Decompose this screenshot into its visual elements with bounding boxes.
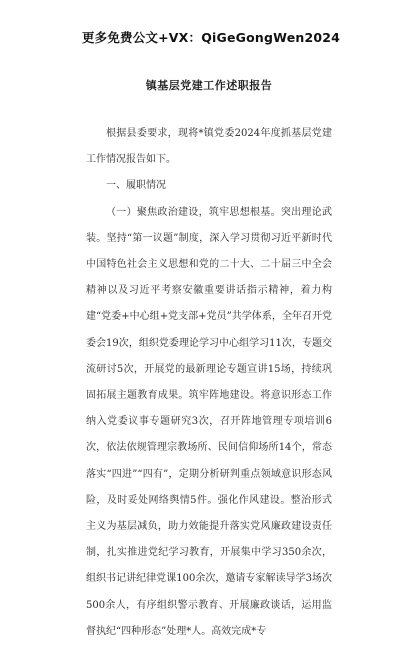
intro-paragraph: 根据县委要求，现将*镇党委2024年度抓基层党建工作情况报告如下。 [86,128,332,166]
section-heading: 一、履职情况 [106,180,166,192]
document-body [86,121,332,645]
document-title: 镇基层党建工作述职报告 [145,79,273,92]
body-paragraph: （一）聚焦政治建设，筑牢思想根基。突出理论武装。坚持“第一议题”制度，深入学习贯彻习近平新时代中国特色社会主义思想和党的二十大、二十届三中全会精神以及习近平考察安徽重要讲话指示精神，着力构建“党委+中心组+党支部+党员”共学体系，全年召开党委会19次，组织党委理论学习中心组学习11次，专题交流研讨5次，开展党的最新理论专题宣讲15场，持续巩固拓展主题教育成果。筑牢阵地建设。将意识形态工作纳入党委议事专题研究3次，召开阵地管理专项培训6次，依法依规管理宗教场所、民间信仰场所14个，常态落实“四进”“四有”，定期分析研判重点领域意识形态风险，及时妥处网络舆情5件。强化作风建设。整治形式主义为基层减负，助力效能提升落实党风廉政建设责任制，扎实推进党纪学习教育，开展集中学习350余次，组织书记讲纪律党课100余次，邀请专家解读导学3场次500余人，有序组织警示教育、开展廉政谈话，运用监督执纪“四种形态”处理*人。高效完成*专 [86,206,332,637]
promo-banner: 更多免费公文+VX：QiGeGongWen2024 [81,30,341,45]
